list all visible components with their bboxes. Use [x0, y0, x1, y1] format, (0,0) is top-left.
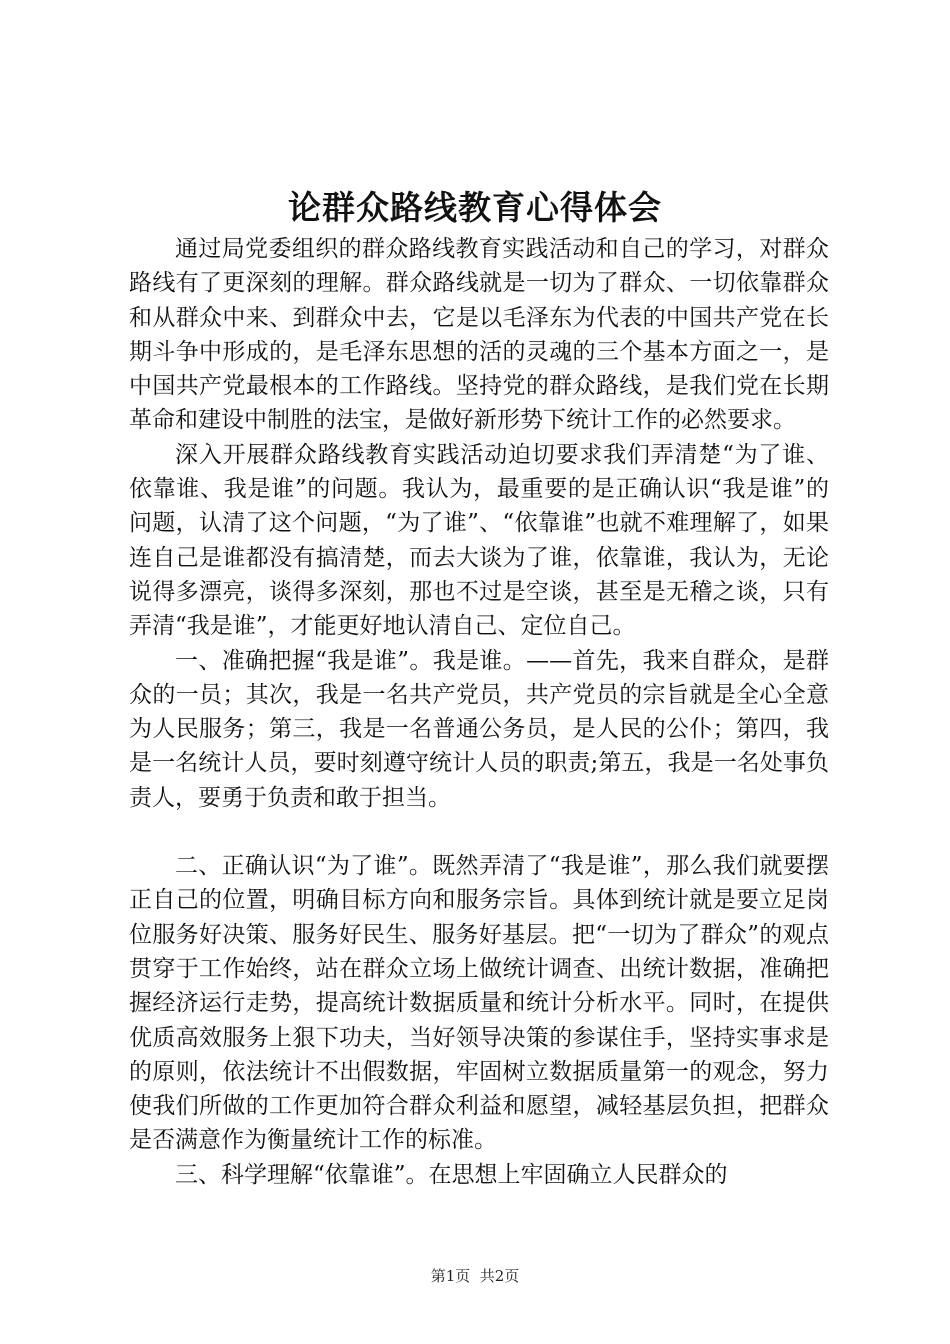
page-number-label: 第1页 共2页 — [430, 1267, 520, 1285]
paragraph-for-whom: 二、正确认识“为了谁”。既然弄清了“我是谁”，那么我们就要摆正自己的位置，明确目标方向和服务宗旨。具体到统计就是要立足岗位服务好决策、服务好民生、服务好基层。把“一切为了群众”的观点贯穿于工作始终，站在群众立场上做统计调查、出统计数据，准确把握经济运行走势，提高统计数据质量和统计分析水平。同时，在提供优质高效服务上狠下功夫，当好领导决策的参谋住手，坚持实事求是的原则，依法统计不出假数据，牢固树立数据质量第一的观念，努力使我们所做的工作更加符合群众利益和愿望，减轻基层负担，把群众是否满意作为衡量统计工作的标准。 — [129, 853, 829, 1154]
paragraph-rely-on-whom: 三、科学理解“依靠谁”。在思想上牢固确立人民群众的 — [175, 1161, 728, 1188]
paragraph-who-am-i: 一、准确把握“我是谁”。我是谁。——首先，我来自群众，是群众的一员；其次，我是一名共产党员，共产党员的宗旨就是全心全意为人民服务；第三，我是一名普通公务员，是人民的公仆；第四，我是一名统计人员，要时刻遵守统计人员的职责;第五，我是一名处事负责人，要勇于负责和敢于担当。 — [129, 647, 829, 811]
page-footer — [0, 1266, 950, 1286]
paragraph-intro: 通过局党委组织的群众路线教育实践活动和自己的学习，对群众路线有了更深刻的理解。群众路线就是一切为了群众、一切依靠群众和从群众中来、到群众中去，它是以毛泽东为代表的中国共产党在长期斗争中形成的，是毛泽东思想的活的灵魂的三个基本方面之一，是中国共产党最根本的工作路线。坚持党的群众路线，是我们党在长期革命和建设中制胜的法宝，是做好新形势下统计工作的必然要求。 — [129, 236, 829, 434]
paragraph-questions: 深入开展群众路线教育实践活动迫切要求我们弄清楚“为了谁、依靠谁、我是谁”的问题。我认为，最重要的是正确认识“我是谁”的问题，认清了这个问题，“为了谁”、“依靠谁”也就不难理解了，如果连自己是谁都没有搞清楚，而去大谈为了谁，依靠谁，我认为，无论说得多漂亮，谈得多深刻，那也不过是空谈，甚至是无稽之谈，只有弄清“我是谁”，才能更好地认清自己、定位自己。 — [129, 441, 829, 640]
page-title: 论群众路线教育心得体会 — [288, 188, 662, 227]
document-body — [129, 232, 829, 1192]
